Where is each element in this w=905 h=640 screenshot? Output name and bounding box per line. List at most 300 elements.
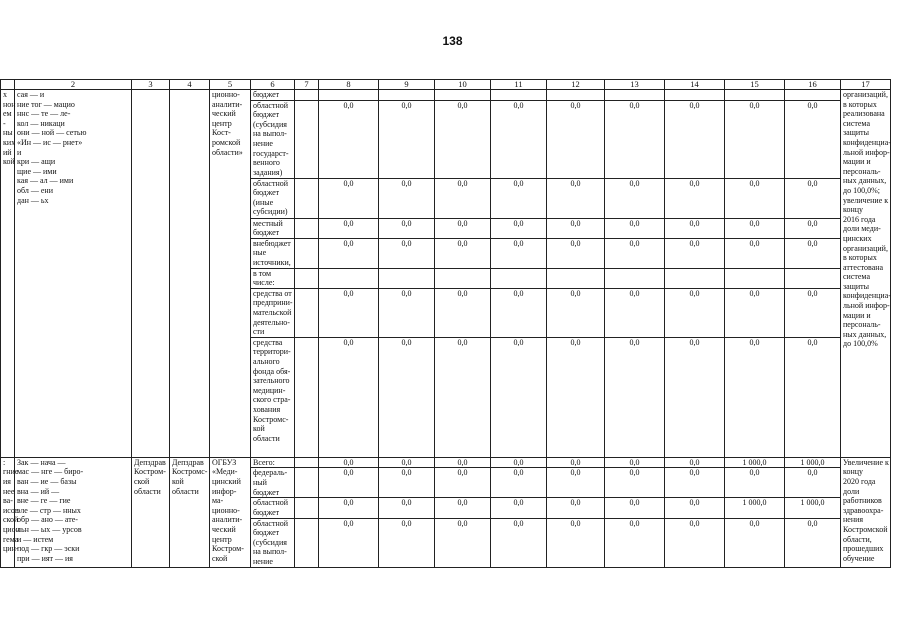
cell-value: 1 000,0 xyxy=(785,457,841,468)
cell-value: 0,0 xyxy=(785,218,841,238)
text-line: ия xyxy=(3,476,11,486)
cell-col7 xyxy=(295,178,319,218)
cell-value: 0,0 xyxy=(605,337,665,457)
cell-value: 0,0 xyxy=(491,337,547,457)
cell-value xyxy=(547,268,605,288)
text-line: ской xyxy=(134,476,150,486)
text-line: области» xyxy=(212,147,243,157)
cell-value xyxy=(491,268,547,288)
text-line: цин- xyxy=(3,544,19,554)
text-line: центр xyxy=(212,118,232,128)
text-line: нение xyxy=(253,138,273,148)
cell-value: 0,0 xyxy=(605,218,665,238)
cell-value: 0,0 xyxy=(605,288,665,337)
text-line: ван — ие — базы xyxy=(17,476,77,486)
cell-value: 0,0 xyxy=(725,100,785,178)
text-line: обл — ени xyxy=(17,185,53,195)
cell-col1 xyxy=(1,90,15,458)
header-cell-blank xyxy=(1,80,15,90)
cell-value: 0,0 xyxy=(785,468,841,498)
header-cell-10: 10 xyxy=(435,80,491,90)
cell-value: 0,0 xyxy=(435,218,491,238)
text-line: нее xyxy=(3,486,15,496)
cell-col7 xyxy=(295,337,319,457)
cell-value: 0,0 xyxy=(379,337,435,457)
header-cell-9: 9 xyxy=(379,80,435,90)
text-line: щие — ими xyxy=(17,166,57,176)
cell-funding-source xyxy=(251,457,295,468)
cell-value xyxy=(379,90,435,101)
text-line: (субсидия xyxy=(253,119,287,129)
text-line: защиты xyxy=(843,128,870,138)
cell-value: 0,0 xyxy=(547,218,605,238)
text-line: ные xyxy=(253,248,267,258)
text-line: Увеличение к xyxy=(843,457,889,467)
text-line: бюджет xyxy=(253,507,280,517)
cell-value: 0,0 xyxy=(435,468,491,498)
cell-value: 0,0 xyxy=(319,468,379,498)
cell-value xyxy=(665,90,725,101)
text-line: предприни- xyxy=(253,298,293,308)
text-line: областной xyxy=(253,178,289,188)
text-line: до 100,0%; xyxy=(843,185,880,195)
text-line: эле — стр — нных xyxy=(17,505,81,515)
text-line: средства xyxy=(253,337,283,347)
text-line: увеличение к xyxy=(843,195,889,205)
text-line: бюджет xyxy=(253,228,280,238)
text-line: Костромс- xyxy=(172,467,208,477)
cell-value: 0,0 xyxy=(605,238,665,268)
header-cell-4: 4 xyxy=(170,80,210,90)
text-line: ромской xyxy=(212,137,241,147)
text-line: в том xyxy=(253,268,272,278)
text-line: ского стра- xyxy=(253,395,291,405)
text-line: области xyxy=(172,486,199,496)
text-line: (иные xyxy=(253,197,274,207)
cell-value: 0,0 xyxy=(725,468,785,498)
cell-coordinator xyxy=(170,457,210,567)
text-line: Депздрав xyxy=(172,457,204,467)
text-line: концу xyxy=(843,205,864,215)
cell-value: 0,0 xyxy=(665,178,725,218)
text-line: внебюджет xyxy=(253,238,291,248)
cell-value xyxy=(319,90,379,101)
text-line: вна — ий — xyxy=(17,486,60,496)
cell-value: 0,0 xyxy=(379,218,435,238)
text-line: цинский xyxy=(212,476,241,486)
text-line: - xyxy=(3,118,6,128)
cell-value: 1 000,0 xyxy=(785,498,841,518)
text-line: числе: xyxy=(253,278,275,288)
text-line: ской xyxy=(212,553,228,563)
text-line: до 100,0% xyxy=(843,339,878,349)
cell-col7 xyxy=(295,468,319,498)
text-line: концу xyxy=(843,467,864,477)
text-line: субсидии) xyxy=(253,207,288,217)
cell-col7 xyxy=(295,268,319,288)
cell-value: 0,0 xyxy=(319,238,379,268)
cell-value: 0,0 xyxy=(605,100,665,178)
text-line: ционно- xyxy=(212,90,240,99)
text-line: бюджет xyxy=(253,90,280,99)
text-line: кол — никаци xyxy=(17,118,65,128)
text-line: работников xyxy=(843,496,882,506)
text-line: ма- xyxy=(212,496,224,506)
text-line: реализована xyxy=(843,109,885,119)
text-line: (субсидия xyxy=(253,537,287,547)
cell-value: 0,0 xyxy=(725,238,785,268)
cell-value xyxy=(725,268,785,288)
text-line: ннс — те — ле- xyxy=(17,109,71,119)
cell-value xyxy=(435,268,491,288)
text-line: Костромской xyxy=(843,524,888,534)
cell-value: 0,0 xyxy=(665,218,725,238)
cell-value: 0,0 xyxy=(435,518,491,567)
header-cell-3: 3 xyxy=(132,80,170,90)
cell-value xyxy=(785,90,841,101)
text-line: области xyxy=(253,433,280,443)
header-cell-6: 6 xyxy=(251,80,295,90)
text-line: нон xyxy=(3,99,16,109)
text-line: гема xyxy=(3,534,19,544)
header-cell-16: 16 xyxy=(785,80,841,90)
text-line: Костромс- xyxy=(253,414,289,424)
cell-value: 0,0 xyxy=(547,457,605,468)
text-line: персональ- xyxy=(843,166,881,176)
text-line: исов xyxy=(3,505,19,515)
cell-funding-source xyxy=(251,268,295,288)
cell-funding-source xyxy=(251,468,295,498)
text-line: кой xyxy=(3,157,15,167)
cell-value: 0,0 xyxy=(379,518,435,567)
cell-value: 1 000,0 xyxy=(725,457,785,468)
text-line: и — истем xyxy=(17,534,54,544)
text-line: здравоохра- xyxy=(843,505,884,515)
cell-value: 0,0 xyxy=(319,288,379,337)
text-line: средства от xyxy=(253,288,292,298)
cell-col7 xyxy=(295,518,319,567)
text-line: 2020 года xyxy=(843,476,876,486)
page-number: 138 xyxy=(442,34,463,48)
text-line: задания) xyxy=(253,167,283,177)
cell-value xyxy=(605,268,665,288)
text-line: Депздрав xyxy=(134,457,166,467)
cell-value: 0,0 xyxy=(665,337,725,457)
cell-funding-source xyxy=(251,238,295,268)
cell-value: 0,0 xyxy=(379,457,435,468)
text-line: ческий xyxy=(212,524,236,534)
text-line: вне — ге — гие xyxy=(17,496,71,506)
header-number-row xyxy=(1,80,891,90)
cell-measure-name xyxy=(15,90,132,458)
text-line: и xyxy=(17,147,22,157)
text-line: ных данных, xyxy=(843,176,887,186)
cell-value: 0,0 xyxy=(491,518,547,567)
text-line: мации и xyxy=(843,157,871,167)
cell-value: 0,0 xyxy=(605,468,665,498)
cell-value: 0,0 xyxy=(435,288,491,337)
cell-value: 0,0 xyxy=(379,498,435,518)
cell-col7 xyxy=(295,100,319,178)
cell-value: 0,0 xyxy=(435,457,491,468)
text-line: медицин- xyxy=(253,385,286,395)
cell-value: 0,0 xyxy=(547,337,605,457)
text-line: государст- xyxy=(253,148,289,158)
text-line: льн — ых — урсов xyxy=(17,524,82,534)
text-line: Костром- xyxy=(212,544,244,554)
text-line: 2016 года xyxy=(843,214,876,224)
text-line: ального xyxy=(253,356,280,366)
cell-value xyxy=(435,90,491,101)
cell-value: 0,0 xyxy=(379,238,435,268)
text-line: венного xyxy=(253,158,280,168)
cell-value: 0,0 xyxy=(605,518,665,567)
text-line: обр — ано — ате- xyxy=(17,515,78,525)
text-line: дан — ьх xyxy=(17,195,49,205)
budget-table xyxy=(0,79,891,568)
text-line: Кост- xyxy=(212,128,231,138)
text-line: деятельно- xyxy=(253,317,290,327)
text-line: мас — нге — биро- xyxy=(17,467,84,477)
cell-value: 0,0 xyxy=(725,337,785,457)
text-line: нения xyxy=(843,515,864,525)
text-line: инфор- xyxy=(212,486,237,496)
text-line: бюджет xyxy=(253,487,280,497)
header-cell-8: 8 xyxy=(319,80,379,90)
text-line: система xyxy=(843,118,870,128)
text-line: ий xyxy=(3,147,12,157)
cell-value xyxy=(785,268,841,288)
text-line: нение xyxy=(253,556,273,566)
cell-value: 0,0 xyxy=(785,100,841,178)
cell-col7 xyxy=(295,218,319,238)
cell-value: 0,0 xyxy=(491,457,547,468)
cell-value: 1 000,0 xyxy=(725,498,785,518)
cell-responsible xyxy=(132,90,170,458)
cell-value xyxy=(319,268,379,288)
text-line: Зак — нача — xyxy=(17,457,66,467)
header-cell-5: 5 xyxy=(210,80,251,90)
cell-funding-source xyxy=(251,337,295,457)
cell-funding-source xyxy=(251,498,295,518)
text-line: кая — ал — ими xyxy=(17,176,74,186)
text-line: «Ин — ис — рнет» xyxy=(17,137,83,147)
cell-value xyxy=(491,90,547,101)
header-cell-11: 11 xyxy=(491,80,547,90)
cell-value: 0,0 xyxy=(665,468,725,498)
cell-value: 0,0 xyxy=(725,218,785,238)
text-line: сая — и xyxy=(17,90,45,99)
cell-expected-result xyxy=(841,90,891,458)
cell-col7 xyxy=(295,457,319,468)
cell-value: 0,0 xyxy=(319,518,379,567)
text-line: под — гкр — эски xyxy=(17,544,80,554)
cell-value: 0,0 xyxy=(435,100,491,178)
text-line: аналити- xyxy=(212,515,243,525)
text-line: мации и xyxy=(843,310,871,320)
text-line: аналити- xyxy=(212,99,243,109)
text-line: Всего: xyxy=(253,457,275,467)
cell-expected-result xyxy=(841,457,891,567)
cell-col7 xyxy=(295,90,319,101)
cell-value: 0,0 xyxy=(379,468,435,498)
cell-funding-source xyxy=(251,178,295,218)
table-row xyxy=(1,457,891,468)
text-line: при — ият — ия xyxy=(17,553,73,563)
text-line: на выпол- xyxy=(253,547,287,557)
text-line: местный xyxy=(253,218,283,228)
text-line: «Меди- xyxy=(212,467,238,477)
cell-value: 0,0 xyxy=(379,288,435,337)
header-cell-15: 15 xyxy=(725,80,785,90)
cell-funding-source xyxy=(251,90,295,101)
text-line: в которых xyxy=(843,253,877,263)
cell-funding-source xyxy=(251,100,295,178)
text-line: ОГБУЗ xyxy=(212,457,237,467)
cell-value: 0,0 xyxy=(665,238,725,268)
cell-value: 0,0 xyxy=(491,288,547,337)
text-line: гние xyxy=(3,467,19,477)
text-line: области xyxy=(134,486,161,496)
cell-value: 0,0 xyxy=(491,100,547,178)
cell-value: 0,0 xyxy=(665,100,725,178)
cell-value: 0,0 xyxy=(435,498,491,518)
text-line: конфиденциа- xyxy=(843,137,891,147)
cell-value: 0,0 xyxy=(605,178,665,218)
text-line: обучение xyxy=(843,553,875,563)
cell-executor xyxy=(210,90,251,458)
text-line: кой xyxy=(172,476,184,486)
cell-value xyxy=(725,90,785,101)
cell-executor xyxy=(210,457,251,567)
text-line: ние тог — мацио xyxy=(17,99,75,109)
text-line: бюджет xyxy=(253,188,280,198)
cell-value: 0,0 xyxy=(725,518,785,567)
cell-funding-source xyxy=(251,218,295,238)
cell-value: 0,0 xyxy=(665,498,725,518)
text-line: защиты xyxy=(843,281,870,291)
text-line: : xyxy=(3,457,6,467)
cell-measure-name xyxy=(15,457,132,567)
cell-col7 xyxy=(295,288,319,337)
text-line: доли xyxy=(843,486,860,496)
text-line: сти xyxy=(253,327,265,337)
cell-value: 0,0 xyxy=(547,468,605,498)
text-line: федераль- xyxy=(253,468,288,478)
text-line: области, xyxy=(843,534,872,544)
cell-value: 0,0 xyxy=(319,100,379,178)
text-line: они — ной — сетью xyxy=(17,128,87,138)
text-line: ных данных, xyxy=(843,329,887,339)
cell-value xyxy=(547,90,605,101)
cell-value: 0,0 xyxy=(491,238,547,268)
cell-value xyxy=(665,268,725,288)
cell-value: 0,0 xyxy=(785,337,841,457)
cell-value: 0,0 xyxy=(319,337,379,457)
text-line: ких xyxy=(3,137,16,147)
cell-value: 0,0 xyxy=(785,518,841,567)
cell-value: 0,0 xyxy=(491,218,547,238)
text-line: в которых xyxy=(843,99,877,109)
text-line: фонда обя- xyxy=(253,366,291,376)
cell-value: 0,0 xyxy=(491,178,547,218)
text-line: льной инфор- xyxy=(843,301,890,311)
text-line: цинских xyxy=(843,233,872,243)
header-cell-2: 2 xyxy=(15,80,132,90)
cell-funding-source xyxy=(251,288,295,337)
table-body xyxy=(1,80,891,568)
text-line: бюджет xyxy=(253,528,280,538)
cell-value: 0,0 xyxy=(379,100,435,178)
cell-value: 0,0 xyxy=(665,457,725,468)
text-line: аттестована xyxy=(843,262,884,272)
table-row xyxy=(1,90,891,101)
cell-value: 0,0 xyxy=(435,337,491,457)
cell-value: 0,0 xyxy=(547,178,605,218)
cell-value: 0,0 xyxy=(435,238,491,268)
cell-value: 0,0 xyxy=(319,178,379,218)
cell-value: 0,0 xyxy=(785,288,841,337)
text-line: ческий xyxy=(212,109,236,119)
cell-value: 0,0 xyxy=(725,178,785,218)
cell-coordinator xyxy=(170,90,210,458)
header-cell-14: 14 xyxy=(665,80,725,90)
cell-value: 0,0 xyxy=(435,178,491,218)
cell-value: 0,0 xyxy=(605,498,665,518)
cell-value: 0,0 xyxy=(319,457,379,468)
cell-value: 0,0 xyxy=(319,218,379,238)
text-line: ской xyxy=(3,515,19,525)
cell-value: 0,0 xyxy=(547,498,605,518)
cell-value: 0,0 xyxy=(547,238,605,268)
text-line: льной инфор- xyxy=(843,147,890,157)
text-line: мательской xyxy=(253,307,292,317)
text-line: бюджет xyxy=(253,110,280,120)
cell-col7 xyxy=(295,238,319,268)
header-cell-7: 7 xyxy=(295,80,319,90)
cell-value: 0,0 xyxy=(319,498,379,518)
text-line: областной xyxy=(253,100,289,110)
text-line: ционно- xyxy=(212,505,240,515)
cell-value xyxy=(379,268,435,288)
text-line: кри — ащи xyxy=(17,157,56,167)
text-line: на выпол- xyxy=(253,129,287,139)
text-line: кой xyxy=(253,424,265,434)
cell-value: 0,0 xyxy=(725,288,785,337)
cell-value xyxy=(605,90,665,101)
header-cell-13: 13 xyxy=(605,80,665,90)
text-line: ный xyxy=(253,477,267,487)
text-line: конфиденциа- xyxy=(843,291,891,301)
text-line: ны xyxy=(3,128,13,138)
text-line: ем xyxy=(3,109,12,119)
cell-value: 0,0 xyxy=(665,288,725,337)
cell-value: 0,0 xyxy=(665,518,725,567)
cell-col1 xyxy=(1,457,20,567)
text-line: областной xyxy=(253,498,289,508)
cell-value: 0,0 xyxy=(491,468,547,498)
header-cell-12: 12 xyxy=(547,80,605,90)
cell-value: 0,0 xyxy=(785,238,841,268)
text-line: центр xyxy=(212,534,232,544)
text-line: Костром- xyxy=(134,467,166,477)
cell-value: 0,0 xyxy=(547,100,605,178)
cell-responsible xyxy=(132,457,170,567)
text-line: зательного xyxy=(253,376,290,386)
cell-value: 0,0 xyxy=(547,518,605,567)
text-line: ва- xyxy=(3,496,13,506)
cell-value: 0,0 xyxy=(491,498,547,518)
